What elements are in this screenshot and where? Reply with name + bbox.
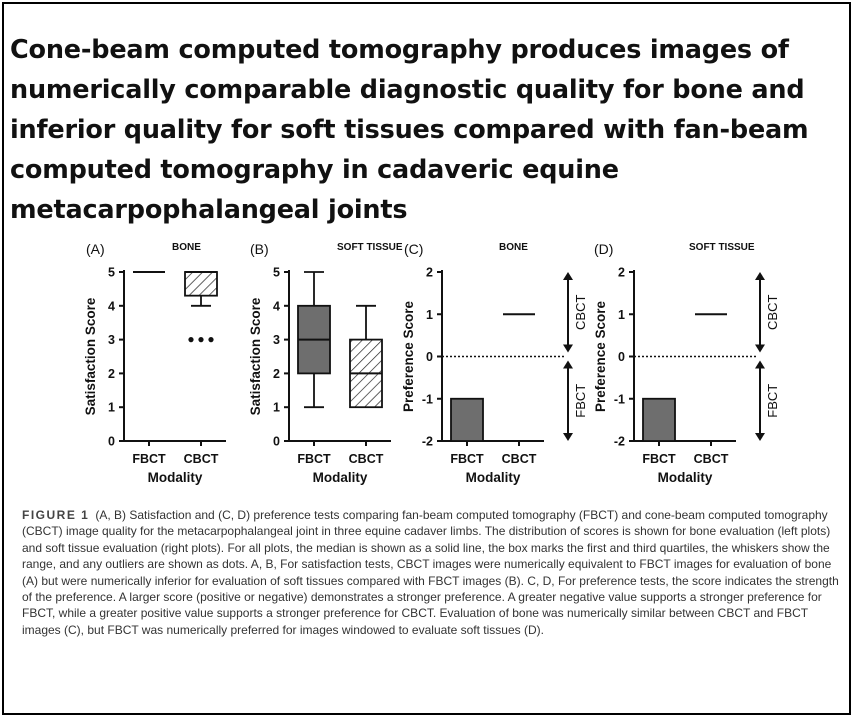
y-tick-label: 0: [618, 350, 625, 364]
caption-label: FIGURE 1: [22, 508, 90, 522]
x-tick-label: CBCT: [501, 452, 537, 466]
x-tick-label: CBCT: [693, 452, 729, 466]
y-axis-label: Preference Score: [593, 300, 608, 413]
preference-arrow-head: [563, 361, 573, 369]
figure-frame: [2, 2, 851, 715]
y-tick-label: 1: [618, 307, 625, 322]
bar-fbct: [451, 399, 483, 441]
y-tick-label: 1: [426, 307, 433, 322]
x-tick-label: CBCT: [348, 452, 384, 466]
y-tick-label: 5: [108, 265, 115, 280]
preference-arrow-label: CBCT: [765, 294, 780, 330]
y-tick-label: 0: [426, 350, 433, 364]
y-tick-label: 2: [618, 265, 625, 280]
x-axis-label: Modality: [147, 470, 203, 485]
x-axis-label: Modality: [312, 470, 368, 485]
preference-arrow-label: CBCT: [573, 294, 588, 330]
box-cbct: [185, 272, 217, 296]
panel-title: BONE: [499, 242, 528, 253]
figure-caption: [22, 507, 840, 638]
panel-title: BONE: [172, 242, 201, 253]
y-tick-label: 4: [108, 299, 115, 314]
outlier-dot: [198, 337, 203, 342]
x-tick-label: CBCT: [183, 452, 219, 466]
y-tick-label: 0: [108, 434, 115, 449]
chart-svg: [64, 232, 794, 500]
x-axis-label: Modality: [657, 470, 713, 485]
x-axis-label: Modality: [465, 470, 521, 485]
panel-label: (B): [250, 241, 269, 257]
x-tick-label: FBCT: [642, 452, 676, 466]
y-tick-label: -1: [613, 392, 625, 407]
preference-arrow-label: FBCT: [573, 383, 588, 418]
panel-label: (A): [86, 241, 105, 257]
outlier-dot: [208, 337, 213, 342]
x-tick-label: FBCT: [132, 452, 166, 466]
y-tick-label: 3: [108, 333, 115, 348]
panel-label: (C): [404, 241, 424, 257]
y-tick-label: 1: [273, 400, 280, 415]
y-tick-label: 3: [273, 333, 280, 348]
preference-arrow-head: [755, 361, 765, 369]
preference-arrow-head: [755, 345, 765, 353]
y-axis-label: Satisfaction Score: [248, 297, 263, 416]
preference-arrow-head: [755, 272, 765, 280]
panel-label: (D): [594, 241, 614, 257]
preference-arrow-head: [563, 433, 573, 441]
y-tick-label: 5: [273, 265, 280, 280]
figure-panels: [64, 232, 794, 500]
y-tick-label: 2: [108, 366, 115, 381]
panel-title: SOFT TISSUE: [337, 242, 403, 253]
panel-title: SOFT TISSUE: [689, 242, 755, 253]
y-axis-label: Satisfaction Score: [83, 297, 98, 416]
caption-text: (A, B) Satisfaction and (C, D) preference tests comparing fan-beam computed tomography (FBCT) and cone-beam computed tomography (CBCT) image quality for the metacarpophalangeal joint in three equine cadaver limbs. The distribution of scores is shown for bone evaluation (left plots) and soft tissue evaluation (right plots). For all plots, the median is shown as a solid line, the box marks the first and third quartiles, the whiskers show the range, and any outliers are shown as dots. A, B, For satisfaction tests, CBCT images were numerically equivalent to FBCT images for evaluation of bone (A) but were numerically inferior for evaluation of soft tissues compared with FBCT images (B). C, D, For preference tests, the score indicates the strength of the preference. A larger score (positive or negative) demonstrates a stronger preference. A greater negative value supports a stronger preference for FBCT, while a greater positive value supports a stronger preference for CBCT. Evaluation of bone was numerically similar between CBCT and FBCT images (C), but FBCT was numerically preferred for images windowed to evaluate soft tissues (D).: [22, 508, 839, 637]
bar-fbct: [643, 399, 675, 441]
y-tick-label: -2: [421, 434, 433, 449]
page-title: Cone-beam computed tomography produces images of numerically comparable diagnostic quality for bone and inferior quality for soft tissues compared with fan-beam computed tomography in cadaveric equine metacarpophalangeal joints: [10, 35, 809, 225]
y-tick-label: 2: [426, 265, 433, 280]
y-tick-label: 4: [273, 299, 280, 314]
preference-arrow-head: [563, 272, 573, 280]
preference-arrow-head: [563, 345, 573, 353]
y-tick-label: 0: [273, 434, 280, 449]
y-tick-label: 1: [108, 400, 115, 415]
preference-arrow-label: FBCT: [765, 383, 780, 418]
x-tick-label: FBCT: [297, 452, 331, 466]
outlier-dot: [188, 337, 193, 342]
preference-arrow-head: [755, 433, 765, 441]
x-tick-label: FBCT: [450, 452, 484, 466]
y-axis-label: Preference Score: [401, 300, 416, 413]
y-tick-label: 2: [273, 366, 280, 381]
y-tick-label: -2: [613, 434, 625, 449]
y-tick-label: -1: [421, 392, 433, 407]
